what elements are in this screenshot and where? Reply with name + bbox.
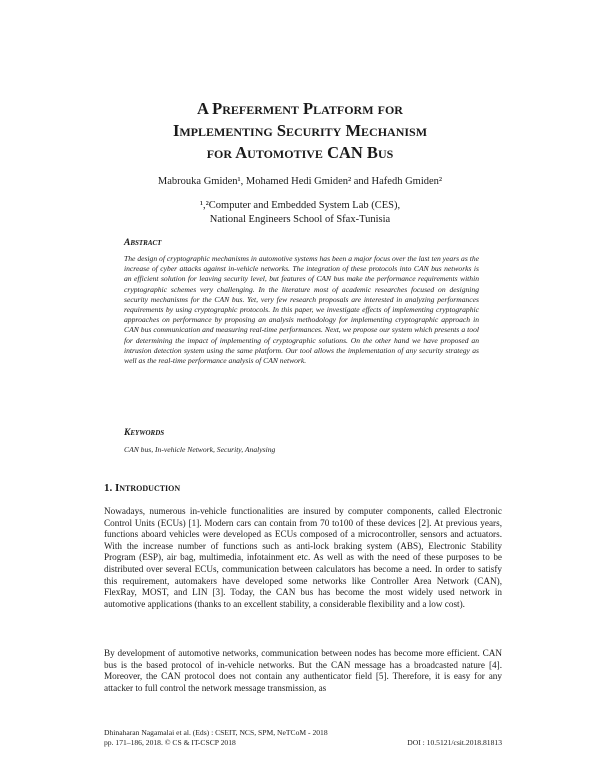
- intro-paragraph-1: Nowadays, numerous in-vehicle functionalities are insured by computer components, called Electronic Control Units (ECUs) [1]. Modern cars can contain from 70 to100 of these devices [2]. At previous years, functions aboard vehicles were developed as ECUs composed of a microcontroller, sensors and actuators. With the increase number of functions such as anti-lock braking system (ABS), Electronic Stability Program (ESP), air bag, multimedia, infotainment etc. As well as with the need of these purposes to be distributed over several ECUs, communication between calculators has become a need. In order to satisfy this requirement, automakers have developed some networks like Controller Area Network (CAN), FlexRay, MOST, and LIN [3]. Today, the CAN bus has become the most widely used network in automotive applications (thanks to an excellent stability, a considerable flexibility and a low cost).: [104, 506, 502, 609]
- footer-editors: Dhinaharan Nagamalai et al. (Eds) : CSEIT, NCS, SPM, NeTCoM - 2018: [104, 728, 328, 737]
- footer-doi: DOI : 10.5121/csit.2018.81813: [407, 738, 502, 747]
- author-list: Mabrouka Gmiden¹, Mohamed Hedi Gmiden² and Hafedh Gmiden²: [157, 176, 443, 187]
- abstract-heading: Abstract: [124, 238, 162, 248]
- abstract-text: The design of cryptographic mechanisms in automotive systems has been a major focus over the last ten years as the increase of cyber attacks against in-vehicle networks. The integration of these protocols into CAN bus networks is an efficient solution for leaving security level, but features of CAN bus make the performance requirements within cryptographic schemes very challenging. In the literature most of academic researches focused on designing security mechanisms for the CAN bus. Yet, very few research proposals are interested in analyzing performances requirements by using cryptographic protocols. In this paper, we investigate effects of implementing cryptographic approaches on performance by proposing an analysis methodology for implementing cryptographic approach in CAN bus communication and measuring real-time performances. Next, we propose our system which presents a tool for determining the impact of implementing of cryptographic solutions. On the other hand we have proposed an intrusion detection system using the same platform. Our tool allows the implementation of any security strategy as well as the real-time performance analysis of CAN network.: [124, 254, 479, 366]
- footer-line-2: [104, 738, 502, 748]
- footer-pages: pp. 171–186, 2018. © CS & IT-CSCP 2018: [104, 738, 236, 747]
- title-line-3: for Automotive CAN Bus: [206, 143, 394, 162]
- keywords-heading: Keywords: [124, 428, 165, 438]
- section-heading-introduction: 1. Introduction: [104, 482, 181, 494]
- paper-title: [60, 98, 540, 164]
- affiliation-line-2: National Engineers School of Sfax-Tunisia: [209, 214, 391, 225]
- affiliation: [60, 199, 540, 227]
- intro-paragraph-2: By development of automotive networks, communication between nodes has become more efficient. CAN bus is the based protocol of in-vehicle networks. But the CAN message has a broadcasted nature [4]. Moreover, the CAN protocol does not contain any authenticator field [5]. Therefore, it is easy for any attacker to full control the network message transmission, as: [104, 648, 502, 693]
- title-line-1: A Preferment Platform for: [197, 99, 403, 118]
- affiliation-line-1: ¹,²Computer and Embedded System Lab (CES),: [199, 200, 401, 211]
- footer: [104, 728, 502, 748]
- keywords-text: CAN bus, In-vehicle Network, Security, Analysing: [124, 445, 276, 454]
- title-line-2: Implementing Security Mechanism: [172, 121, 428, 140]
